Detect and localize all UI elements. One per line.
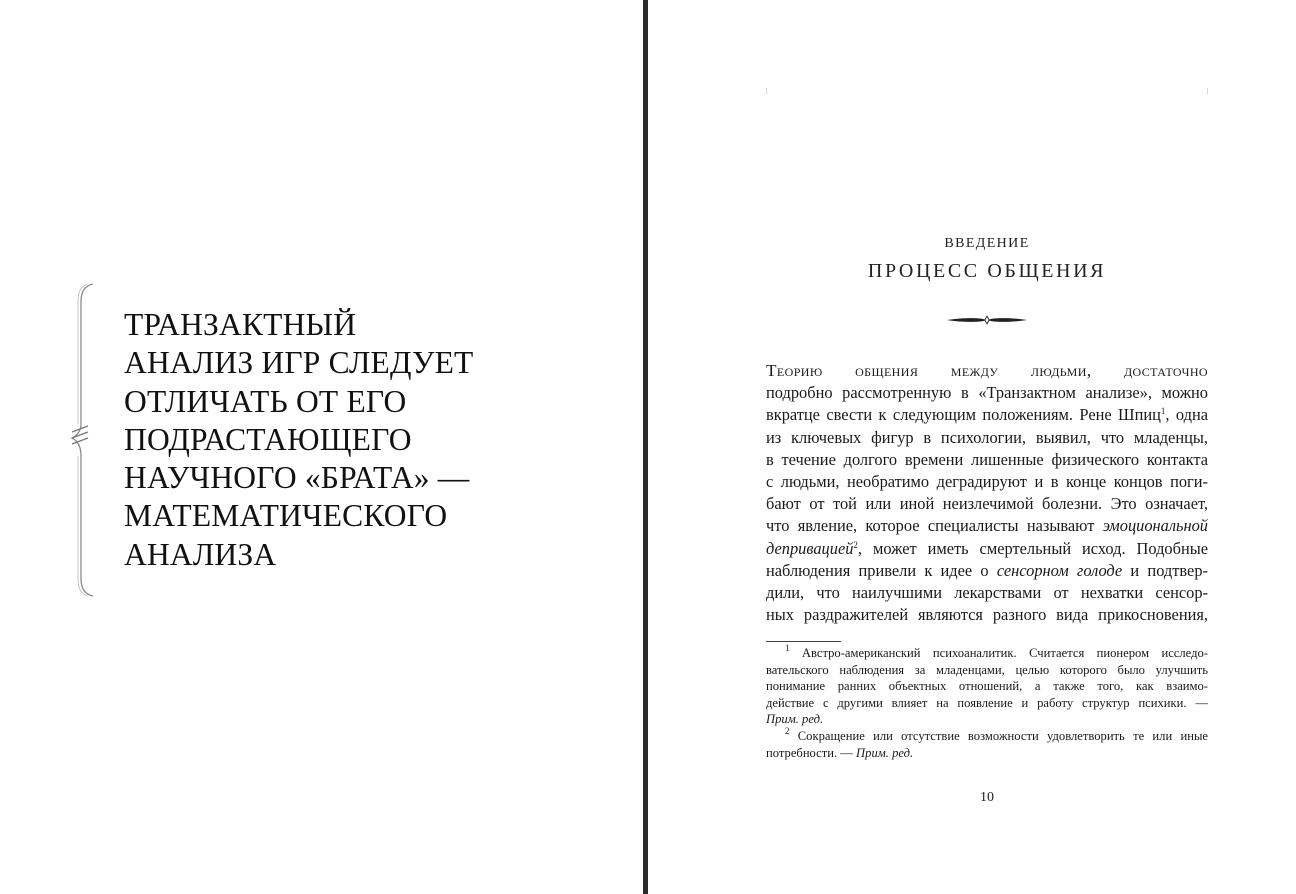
crop-mark-left	[766, 88, 767, 94]
footnote-ref-1[interactable]: 1	[1160, 406, 1166, 417]
divider-ornament	[945, 313, 1029, 327]
body-line: бают от той или иной неизлечимой болезни. Это означает,	[766, 494, 1208, 514]
body-line: Теорию общения между людьми, достаточно	[766, 361, 1208, 380]
body-line: подробно рассмотренную в «Транзактном анализе», можно	[766, 383, 1208, 403]
footnote-line: $^1$ Австро-американский психоаналитик. Считается пионером исследо-	[785, 643, 1208, 660]
body-line: что явление, которое специалисты называют эмоциональной	[766, 516, 1208, 536]
right-page	[648, 0, 1296, 894]
footnote-rule	[766, 641, 841, 642]
footnote-line: Прим. ред.	[766, 712, 824, 727]
chapter-title: ПРОЦЕСС ОБЩЕНИЯ	[867, 260, 1107, 282]
page-number: 10	[980, 790, 994, 805]
footnote-2	[766, 725, 1208, 761]
footnote-line: вательского наблюдения за младенцами, целью которого было улучшить	[766, 662, 1208, 677]
pull-quote: ТРАНЗАКТНЫЙ АНАЛИЗ ИГР СЛЕДУЕТ ОТЛИЧАТЬ ОТ ЕГО ПОДРАСТАЮЩЕГО НАУЧНОГО «БРАТА» — МАТЕМАТИЧЕСКОГО АНАЛИЗА	[124, 307, 474, 572]
footnote-1-number: 1	[785, 643, 790, 653]
crop-mark-right	[1207, 88, 1208, 94]
body-line: в течение долгого времени лишенные физического контакта	[766, 449, 1208, 469]
body-line: ных раздражителей являются разного вида прикосновения,	[766, 605, 1208, 625]
body-line: дили, что наилучшими лекарствами от нехватки сенсор-	[766, 583, 1208, 603]
footnote-line: $^2$ Сокращение или отсутствие возможности удовлетворить те или иные	[785, 725, 1208, 743]
footnote-line: действие с другими влияет на появление и работу структур психики. —	[766, 695, 1208, 710]
body-paragraph	[766, 360, 1208, 626]
footnote-2-number: 2	[785, 725, 790, 736]
body-line: депривацией$^2$, может иметь смертельный исход. Подобные	[766, 538, 1208, 558]
body-line: с людьми, необратимо деградируют и в конце концов поги-	[766, 472, 1208, 492]
footnote-1	[766, 645, 1208, 728]
body-line: наблюдения привели к идее о сенсорном голоде и подтвер-	[766, 560, 1208, 580]
body-line: из ключевых фигур в психологии, выявил, что младенцы,	[766, 427, 1208, 447]
section-label: ВВЕДЕНИЕ	[944, 236, 1030, 251]
footnote-ref-2[interactable]: 2	[853, 539, 858, 550]
quote-bracket-ornament	[66, 280, 102, 600]
footnote-line: потребности. — Прим. ред.	[766, 745, 914, 760]
body-line: вкратце свести к следующим положениям. Рене Шпиц$^1$, одна	[766, 405, 1208, 425]
footnote-line: понимание ранних объектных отношений, а также того, как взаимо-	[766, 679, 1208, 694]
left-page	[0, 0, 643, 894]
footnotes	[766, 645, 1208, 761]
